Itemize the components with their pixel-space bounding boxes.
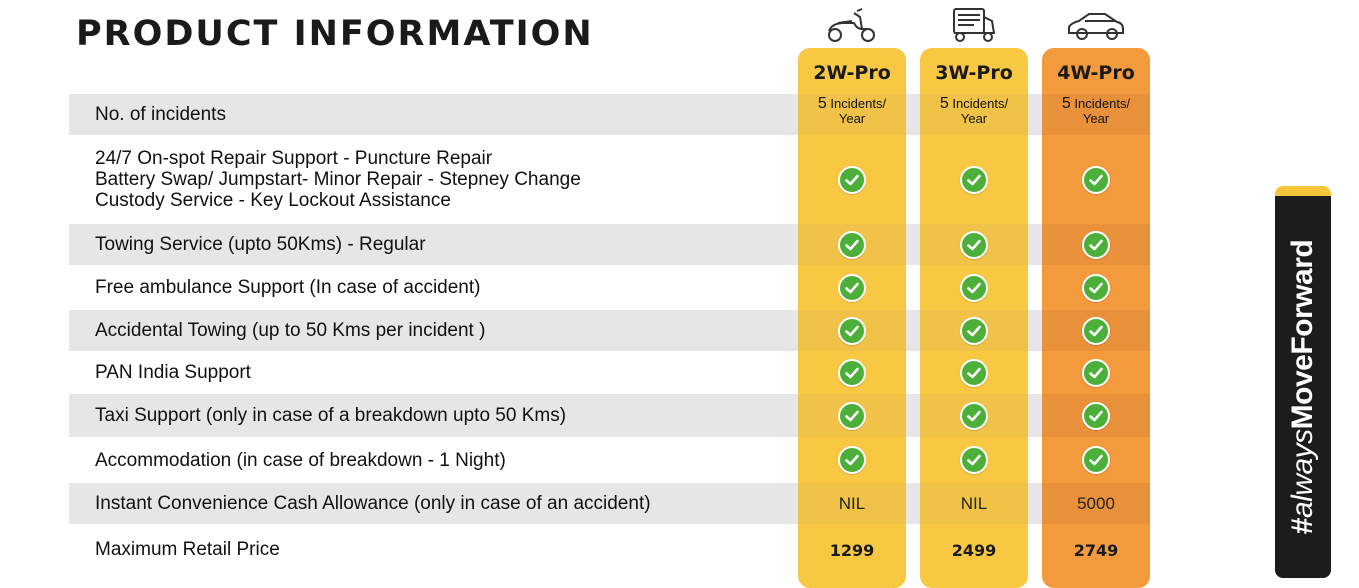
feature-label-line: Accommodation (in case of breakdown - 1 Night) bbox=[95, 449, 506, 471]
hashtag-tab bbox=[1275, 186, 1331, 578]
feature-label-line: PAN India Support bbox=[95, 362, 251, 383]
plan-name: 2W-Pro bbox=[813, 62, 891, 84]
check-icon bbox=[1082, 402, 1110, 430]
feature-label-line: 24/7 On-spot Repair Support - Puncture Repair bbox=[95, 148, 493, 169]
check-icon bbox=[960, 231, 988, 259]
feature-label-line: Free ambulance Support (In case of accident) bbox=[95, 277, 481, 298]
feature-label-line: Custody Service - Key Lockout Assistance bbox=[95, 190, 451, 211]
feature-label-line: Taxi Support (only in case of a breakdown upto 50 Kms) bbox=[95, 405, 567, 426]
check-icon bbox=[1082, 317, 1110, 345]
check-icon bbox=[1082, 231, 1110, 259]
incidents-unit: Year bbox=[960, 111, 988, 126]
incidents-value bbox=[1042, 96, 1150, 126]
incidents-value bbox=[920, 96, 1028, 126]
check-icon bbox=[960, 402, 988, 430]
feature-label-line: Accidental Towing (up to 50 Kms per incident ) bbox=[95, 320, 486, 341]
car-icon bbox=[1065, 5, 1127, 50]
price-value: 2749 bbox=[1073, 541, 1119, 560]
feature-label-line: Maximum Retail Price bbox=[95, 538, 280, 560]
feature-label-line: Towing Service (upto 50Kms) - Regular bbox=[95, 234, 426, 255]
plan-column bbox=[920, 48, 1028, 588]
auto-rickshaw-icon bbox=[946, 5, 1002, 50]
check-icon bbox=[838, 274, 866, 302]
incidents-text: Incidents/ bbox=[948, 96, 1009, 111]
cash-allowance-value: NIL bbox=[960, 493, 988, 513]
scooter-icon bbox=[824, 5, 880, 50]
hashtag-text: #alwaysMoveForward bbox=[1286, 239, 1319, 535]
plan-name: 4W-Pro bbox=[1057, 62, 1135, 84]
incidents-value bbox=[798, 96, 906, 126]
price-value: 1299 bbox=[829, 541, 875, 560]
incidents-text: Incidents/ bbox=[1070, 96, 1131, 111]
incidents-text: Incidents/ bbox=[826, 96, 887, 111]
check-icon bbox=[960, 446, 988, 474]
check-icon bbox=[1082, 359, 1110, 387]
incidents-count: 5 bbox=[817, 95, 827, 112]
feature-label-line: Instant Convenience Cash Allowance (only in case of an accident) bbox=[95, 493, 651, 514]
feature-label bbox=[95, 148, 581, 211]
plan-column bbox=[798, 48, 906, 588]
feature-label bbox=[95, 539, 280, 560]
check-icon bbox=[1082, 274, 1110, 302]
check-icon bbox=[1082, 166, 1110, 194]
check-icon bbox=[838, 317, 866, 345]
check-icon bbox=[838, 402, 866, 430]
feature-label bbox=[95, 450, 506, 471]
price-value: 2499 bbox=[951, 541, 997, 560]
check-icon bbox=[960, 359, 988, 387]
check-icon bbox=[960, 166, 988, 194]
page-title: PRODUCT INFORMATION bbox=[76, 14, 594, 54]
check-icon bbox=[838, 166, 866, 194]
check-icon bbox=[960, 317, 988, 345]
check-icon bbox=[960, 274, 988, 302]
feature-label bbox=[95, 277, 480, 298]
plan-column bbox=[1042, 48, 1150, 588]
plan-name: 3W-Pro bbox=[935, 62, 1013, 84]
feature-label-line: No. of incidents bbox=[95, 104, 226, 125]
feature-label-line: Battery Swap/ Jumpstart- Minor Repair - Stepney Change bbox=[95, 169, 581, 190]
incidents-count: 5 bbox=[1061, 95, 1071, 112]
feature-label bbox=[95, 493, 651, 514]
cash-allowance-value: 5000 bbox=[1077, 493, 1115, 513]
check-icon bbox=[838, 446, 866, 474]
check-icon bbox=[838, 359, 866, 387]
incidents-unit: Year bbox=[838, 111, 866, 126]
feature-label bbox=[95, 104, 226, 125]
cash-allowance-value: NIL bbox=[838, 493, 866, 513]
incidents-unit: Year bbox=[1082, 111, 1110, 126]
incidents-count: 5 bbox=[939, 95, 949, 112]
check-icon bbox=[838, 231, 866, 259]
feature-label bbox=[95, 320, 485, 341]
feature-label bbox=[95, 234, 426, 255]
feature-label bbox=[95, 405, 566, 426]
check-icon bbox=[1082, 446, 1110, 474]
feature-label bbox=[95, 362, 251, 383]
